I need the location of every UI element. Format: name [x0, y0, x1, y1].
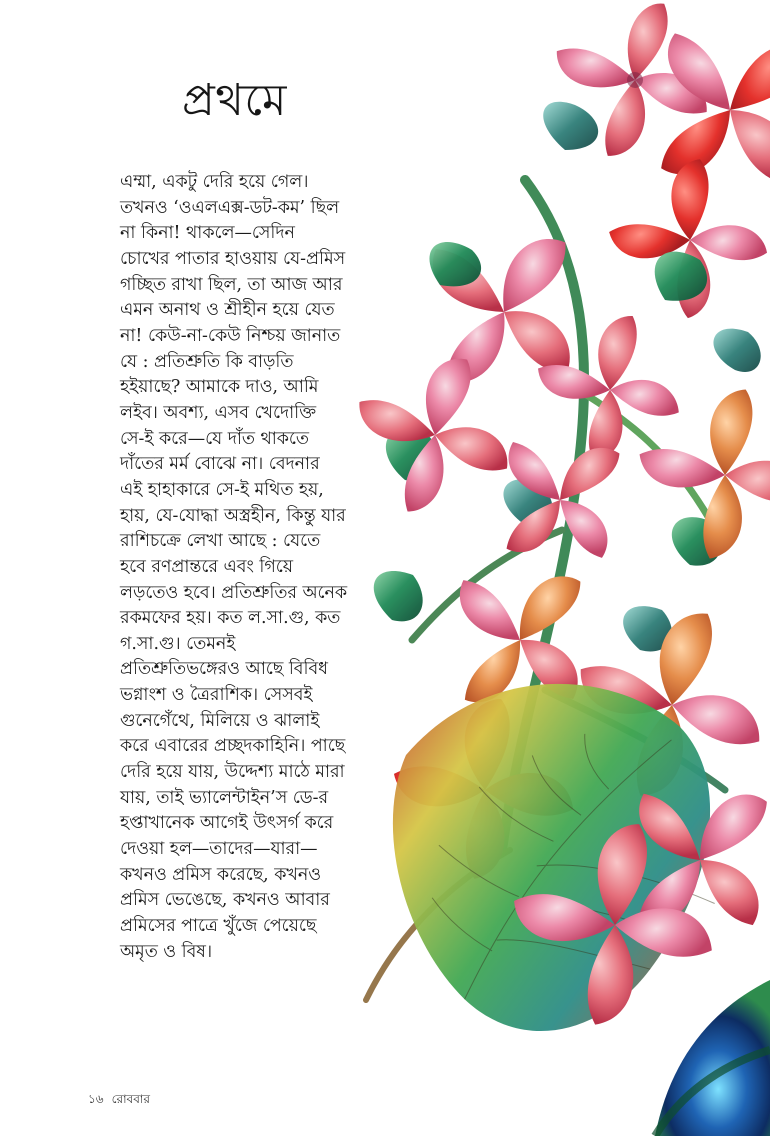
body-line: সে-ই করে—যে দাঁত থাকতে [120, 428, 309, 449]
body-line: না কিনা! থাকলে—সেদিন [120, 223, 295, 244]
body-line: এমন অনাথ ও শ্রীহীন হয়ে যেত [120, 300, 335, 321]
body-line: ভগ্নাংশ ও ত্রৈরাশিক। সেসবই [120, 685, 313, 706]
body-line: যে : প্রতিশ্রুতি কি বাড়তি [120, 351, 294, 372]
body-line: না! কেউ-না-কেউ নিশ্চয় জানাত [120, 325, 341, 346]
body-line: প্রমিসের পাত্রে খুঁজে পেয়েছে [120, 916, 317, 937]
page-title: প্রথমে [182, 75, 287, 127]
page-footer [88, 1093, 150, 1105]
floral-illustration [280, 0, 770, 1136]
body-line: হায়, যে-যোদ্ধা অস্ত্রহীন, কিন্তু যার [120, 505, 346, 526]
body-line: হইয়াছে? আমাকে দাও, আমি [120, 377, 319, 398]
body-line: এম্মা, একটু দেরি হয়ে গেল। [120, 172, 309, 192]
body-line: কখনও প্রমিস করেছে, কখনও [120, 864, 321, 885]
body-line: লড়তেও হবে। প্রতিশ্রুতির অনেক [120, 582, 348, 603]
magazine-name: রোববার [111, 1092, 150, 1106]
body-line: দাঁতের মর্ম বোঝে না। বেদনার [120, 454, 320, 475]
body-line: হবে রণপ্রান্তরে এবং গিয়ে [120, 556, 294, 577]
body-line: এই হাহাকারে সে-ই মথিত হয়, [120, 479, 324, 500]
body-line: গচ্ছিত রাখা ছিল, তা আজ আর [120, 274, 343, 295]
body-line: যায়, তাই ভ্যালেন্টাইন’স ডে-র [120, 787, 329, 808]
body-line: অমৃত ও বিষ। [120, 941, 213, 962]
body-line: প্রতিশ্রুতিভঙ্গেরও আছে বিবিধ [120, 659, 328, 680]
body-line: দেওয়া হল—তাদের—যারা— [120, 839, 318, 860]
body-line: গ.সা.গু। তেমনই [120, 633, 236, 654]
body-line: গুনেগেঁথে, মিলিয়ে ও ঝালাই [120, 710, 320, 731]
body-line: রকমফের হয়। কত ল.সা.গু, কত [120, 608, 341, 629]
body-line: রাশিচক্রে লেখা আছে : যেতে [120, 531, 321, 552]
body-line: করে এবারের প্রচ্ছদকাহিনি। পাছে [120, 736, 346, 757]
body-line: দেরি হয়ে যায়, উদ্দেশ্য মাঠে মারা [120, 762, 345, 783]
body-line: তখনও ‘ওএলএক্স-ডট-কম’ ছিল [120, 197, 340, 218]
body-line: প্রমিস ভেঙেছে, কখনও আবার [120, 890, 330, 911]
body-line: চোখের পাতার হাওয়ায় যে-প্রমিস [120, 248, 346, 269]
body-line: হপ্তাখানেক আগেই উৎসর্গ করে [120, 813, 334, 834]
page-number: ১৬ [88, 1092, 104, 1106]
body-line: লইব। অবশ্য, এসব খেদোক্তি [120, 402, 316, 423]
